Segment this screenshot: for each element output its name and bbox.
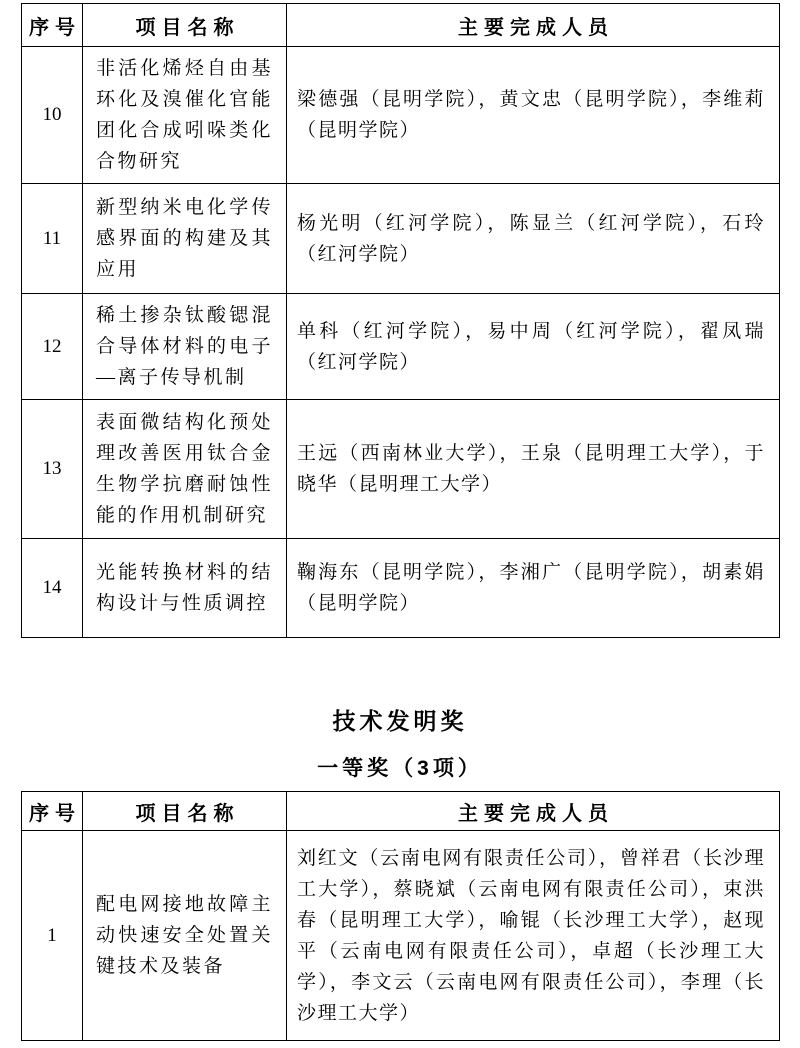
people-list: 梁德强（昆明学院），黄文忠（昆明学院），李维莉（昆明学院） bbox=[287, 47, 780, 184]
column-header-project: 项目名称 bbox=[83, 4, 287, 47]
people-list: 王远（西南林业大学），王泉（昆明理工大学），于晓华（昆明理工大学） bbox=[287, 400, 780, 539]
project-name: 配电网接地故障主动快速安全处置关键技术及装备 bbox=[83, 831, 287, 1041]
project-name: 稀土掺杂钛酸锶混合导体材料的电子—离子传导机制 bbox=[83, 294, 287, 400]
row-number: 14 bbox=[22, 539, 83, 638]
column-header-project: 项目名称 bbox=[83, 792, 287, 831]
row-number: 12 bbox=[22, 294, 83, 400]
column-header-people: 主要完成人员 bbox=[287, 4, 780, 47]
table-header-row bbox=[22, 792, 780, 831]
people-list: 单科（红河学院），易中周（红河学院），翟凤瑞（红河学院） bbox=[287, 294, 780, 400]
section-title-award: 技术发明奖 bbox=[332, 708, 468, 734]
table-row bbox=[22, 539, 780, 638]
project-name: 光能转换材料的结构设计与性质调控 bbox=[83, 539, 287, 638]
row-number: 13 bbox=[22, 400, 83, 539]
section-subtitle-prize-level: 一等奖（3项） bbox=[317, 757, 483, 780]
column-header-no: 序号 bbox=[22, 4, 83, 47]
row-number: 1 bbox=[22, 831, 83, 1041]
people-list: 刘红文（云南电网有限责任公司），曾祥君（长沙理工大学），蔡晓斌（云南电网有限责任公司），束洪春（昆明理工大学），喻锟（长沙理工大学），赵现平（云南电网有限责任公司），卓超（长沙理工大学），李文云（云南电网有限责任公司），李理（长沙理工大学） bbox=[287, 831, 780, 1041]
table-row bbox=[22, 400, 780, 539]
row-number: 11 bbox=[22, 184, 83, 294]
table-row bbox=[22, 47, 780, 184]
project-name: 非活化烯烃自由基环化及溴催化官能团化合成吲哚类化合物研究 bbox=[83, 47, 287, 184]
row-number: 10 bbox=[22, 47, 83, 184]
people-list: 杨光明（红河学院），陈显兰（红河学院），石玲（红河学院） bbox=[287, 184, 780, 294]
column-header-no: 序号 bbox=[22, 792, 83, 831]
project-name: 新型纳米电化学传感界面的构建及其应用 bbox=[83, 184, 287, 294]
table-row bbox=[22, 294, 780, 400]
table-row bbox=[22, 184, 780, 294]
people-list: 鞠海东（昆明学院），李湘广（昆明学院），胡素娟（昆明学院） bbox=[287, 539, 780, 638]
table-row bbox=[22, 831, 780, 1041]
project-name: 表面微结构化预处理改善医用钛合金生物学抗磨耐蚀性能的作用机制研究 bbox=[83, 400, 287, 539]
natural-science-awards-table bbox=[21, 3, 780, 638]
column-header-people: 主要完成人员 bbox=[287, 792, 780, 831]
technology-invention-first-prize-table bbox=[21, 791, 780, 1041]
table-header-row bbox=[22, 4, 780, 47]
